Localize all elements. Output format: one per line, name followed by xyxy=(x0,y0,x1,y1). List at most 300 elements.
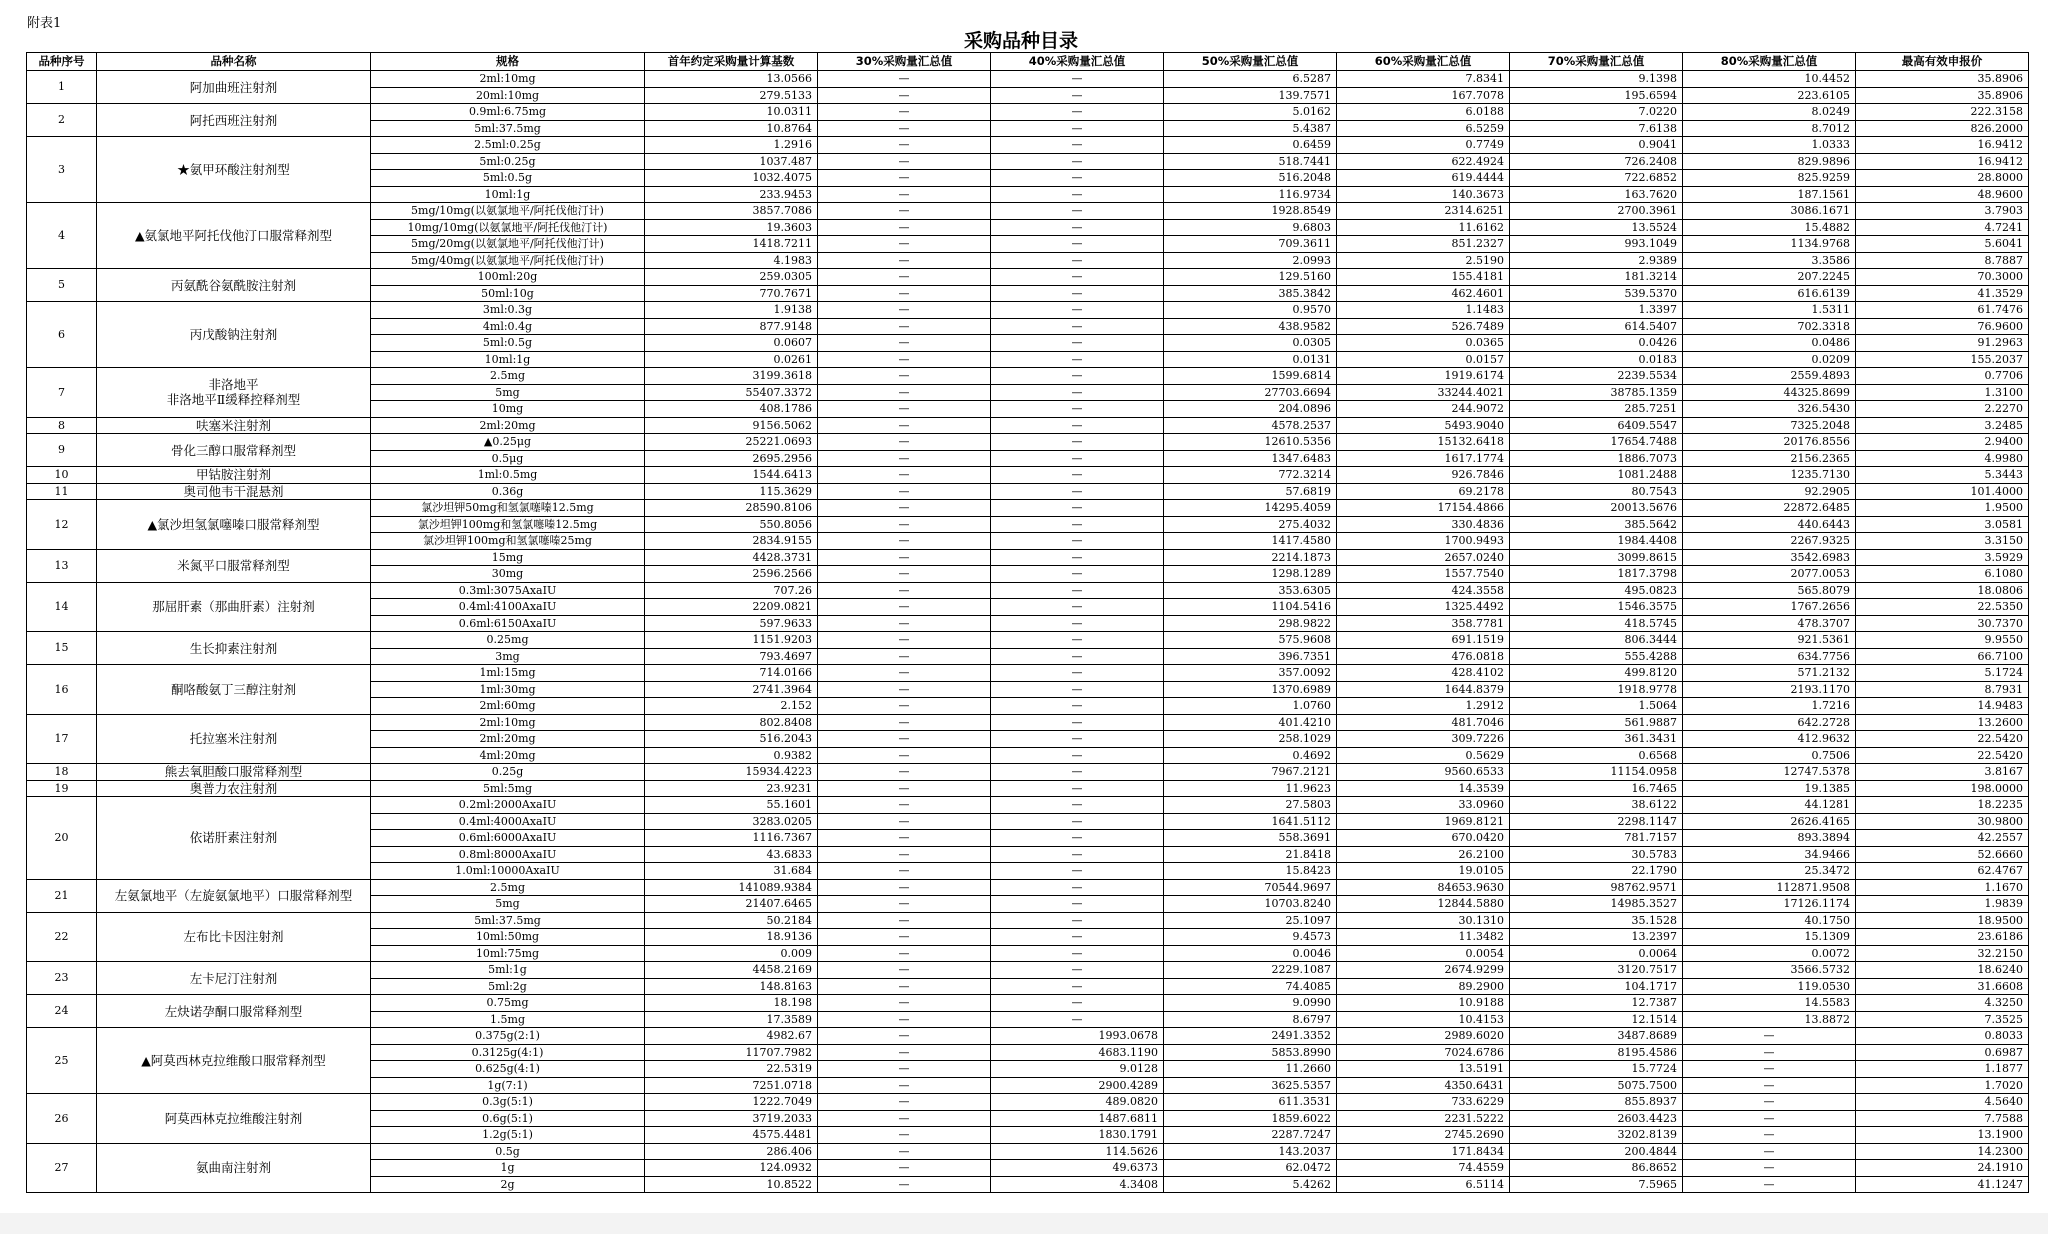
value-cell: 2077.0053 xyxy=(1683,566,1856,583)
value-cell: 401.4210 xyxy=(1164,714,1337,731)
value-cell: 35.1528 xyxy=(1510,912,1683,929)
value-cell: 722.6852 xyxy=(1510,170,1683,187)
empty-value-cell: — xyxy=(991,879,1164,896)
value-cell: 28590.8106 xyxy=(645,500,818,517)
value-cell: 330.4836 xyxy=(1337,516,1510,533)
header-cell: 60%采购量汇总值 xyxy=(1337,53,1510,71)
value-cell: 207.2245 xyxy=(1683,269,1856,286)
value-cell: 9.6803 xyxy=(1164,219,1337,236)
value-cell: 893.3894 xyxy=(1683,830,1856,847)
value-cell: 11.6162 xyxy=(1337,219,1510,236)
spec-cell: 10ml:75mg xyxy=(371,945,645,962)
value-cell: 12747.5378 xyxy=(1683,764,1856,781)
value-cell: 385.3842 xyxy=(1164,285,1337,302)
value-cell: 3.7903 xyxy=(1856,203,2029,220)
value-cell: 1.5311 xyxy=(1683,302,1856,319)
empty-value-cell: — xyxy=(818,1143,991,1160)
empty-value-cell: — xyxy=(991,599,1164,616)
value-cell: 770.7671 xyxy=(645,285,818,302)
spec-cell: 0.25g xyxy=(371,764,645,781)
value-cell: 462.4601 xyxy=(1337,285,1510,302)
value-cell: 5.0162 xyxy=(1164,104,1337,121)
item-number-cell: 15 xyxy=(27,632,97,665)
value-cell: 1.9839 xyxy=(1856,896,2029,913)
value-cell: 10.0311 xyxy=(645,104,818,121)
table-row xyxy=(27,417,2029,434)
item-number-cell: 8 xyxy=(27,417,97,434)
value-cell: 24.1910 xyxy=(1856,1160,2029,1177)
value-cell: 0.0157 xyxy=(1337,351,1510,368)
value-cell: 691.1519 xyxy=(1337,632,1510,649)
value-cell: 222.3158 xyxy=(1856,104,2029,121)
value-cell: 40.1750 xyxy=(1683,912,1856,929)
value-cell: 0.0064 xyxy=(1510,945,1683,962)
item-name-cell: 骨化三醇口服常释剂型 xyxy=(97,434,371,467)
spec-cell: 10ml:1g xyxy=(371,186,645,203)
empty-value-cell: — xyxy=(991,153,1164,170)
value-cell: 0.9041 xyxy=(1510,137,1683,154)
empty-value-cell: — xyxy=(1683,1077,1856,1094)
value-cell: 1.3100 xyxy=(1856,384,2029,401)
value-cell: 1919.6174 xyxy=(1337,368,1510,385)
value-cell: 15.1309 xyxy=(1683,929,1856,946)
empty-value-cell: — xyxy=(991,269,1164,286)
value-cell: 17654.7488 xyxy=(1510,434,1683,451)
value-cell: 148.8163 xyxy=(645,978,818,995)
empty-value-cell: — xyxy=(818,137,991,154)
value-cell: 30.9800 xyxy=(1856,813,2029,830)
spec-cell: 氯沙坦钾100mg和氢氯噻嗪25mg xyxy=(371,533,645,550)
empty-value-cell: — xyxy=(818,368,991,385)
item-number-cell: 24 xyxy=(27,995,97,1028)
spec-cell: 4ml:0.4g xyxy=(371,318,645,335)
empty-value-cell: — xyxy=(991,566,1164,583)
value-cell: 1700.9493 xyxy=(1337,533,1510,550)
value-cell: 41.3529 xyxy=(1856,285,2029,302)
empty-value-cell: — xyxy=(818,1160,991,1177)
empty-value-cell: — xyxy=(818,87,991,104)
value-cell: 361.3431 xyxy=(1510,731,1683,748)
value-cell: 1.1483 xyxy=(1337,302,1510,319)
value-cell: 69.2178 xyxy=(1337,483,1510,500)
value-cell: 0.0183 xyxy=(1510,351,1683,368)
item-number-cell: 21 xyxy=(27,879,97,912)
value-cell: 1116.7367 xyxy=(645,830,818,847)
value-cell: 98762.9571 xyxy=(1510,879,1683,896)
empty-value-cell: — xyxy=(991,417,1164,434)
table-row xyxy=(27,302,2029,319)
value-cell: 5493.9040 xyxy=(1337,417,1510,434)
value-cell: 13.0566 xyxy=(645,71,818,88)
value-cell: 8.7931 xyxy=(1856,681,2029,698)
header-cell: 70%采购量汇总值 xyxy=(1510,53,1683,71)
value-cell: 550.8056 xyxy=(645,516,818,533)
spec-cell: 5ml:0.5g xyxy=(371,170,645,187)
value-cell: 25.1097 xyxy=(1164,912,1337,929)
value-cell: 571.2132 xyxy=(1683,665,1856,682)
value-cell: 5.4387 xyxy=(1164,120,1337,137)
value-cell: 44.1281 xyxy=(1683,797,1856,814)
empty-value-cell: — xyxy=(991,764,1164,781)
spec-cell: 2.5mg xyxy=(371,879,645,896)
value-cell: 19.3603 xyxy=(645,219,818,236)
spec-cell: 0.36g xyxy=(371,483,645,500)
value-cell: 0.7506 xyxy=(1683,747,1856,764)
value-cell: 42.2557 xyxy=(1856,830,2029,847)
value-cell: 4578.2537 xyxy=(1164,417,1337,434)
item-name-cell: 丙戊酸钠注射剂 xyxy=(97,302,371,368)
value-cell: 2741.3964 xyxy=(645,681,818,698)
value-cell: 478.3707 xyxy=(1683,615,1856,632)
empty-value-cell: — xyxy=(818,1061,991,1078)
spec-cell: 2ml:20mg xyxy=(371,417,645,434)
value-cell: 8.7012 xyxy=(1683,120,1856,137)
spec-cell: 5mg/40mg(以氨氯地平/阿托伐他汀计) xyxy=(371,252,645,269)
value-cell: 30.7370 xyxy=(1856,615,2029,632)
value-cell: 12844.5880 xyxy=(1337,896,1510,913)
empty-value-cell: — xyxy=(818,302,991,319)
item-number-cell: 25 xyxy=(27,1028,97,1094)
value-cell: 851.2327 xyxy=(1337,236,1510,253)
empty-value-cell: — xyxy=(991,87,1164,104)
value-cell: 1.0333 xyxy=(1683,137,1856,154)
empty-value-cell: — xyxy=(818,120,991,137)
value-cell: 74.4085 xyxy=(1164,978,1337,995)
value-cell: 167.7078 xyxy=(1337,87,1510,104)
empty-value-cell: — xyxy=(818,879,991,896)
value-cell: 12610.5356 xyxy=(1164,434,1337,451)
value-cell: 7967.2121 xyxy=(1164,764,1337,781)
value-cell: 18.6240 xyxy=(1856,962,2029,979)
value-cell: 14.9483 xyxy=(1856,698,2029,715)
empty-value-cell: — xyxy=(818,153,991,170)
spec-cell: 1ml:30mg xyxy=(371,681,645,698)
value-cell: 396.7351 xyxy=(1164,648,1337,665)
value-cell: 7.6138 xyxy=(1510,120,1683,137)
spec-cell: 氯沙坦钾100mg和氢氯噻嗪12.5mg xyxy=(371,516,645,533)
spec-cell: 0.25mg xyxy=(371,632,645,649)
value-cell: 15.4882 xyxy=(1683,219,1856,236)
item-name-cell: 奥司他韦干混悬剂 xyxy=(97,483,371,500)
empty-value-cell: — xyxy=(818,351,991,368)
empty-value-cell: — xyxy=(991,945,1164,962)
empty-value-cell: — xyxy=(991,104,1164,121)
value-cell: 115.3629 xyxy=(645,483,818,500)
value-cell: 18.9136 xyxy=(645,929,818,946)
value-cell: 781.7157 xyxy=(1510,830,1683,847)
empty-value-cell: — xyxy=(991,401,1164,418)
empty-value-cell: — xyxy=(991,483,1164,500)
empty-value-cell: — xyxy=(818,186,991,203)
spec-cell: 20ml:10mg xyxy=(371,87,645,104)
value-cell: 0.8033 xyxy=(1856,1028,2029,1045)
value-cell: 13.8872 xyxy=(1683,1011,1856,1028)
value-cell: 16.9412 xyxy=(1856,137,2029,154)
empty-value-cell: — xyxy=(991,467,1164,484)
value-cell: 35.8906 xyxy=(1856,87,2029,104)
value-cell: 1235.7130 xyxy=(1683,467,1856,484)
empty-value-cell: — xyxy=(818,648,991,665)
empty-value-cell: — xyxy=(991,648,1164,665)
value-cell: 412.9632 xyxy=(1683,731,1856,748)
empty-value-cell: — xyxy=(991,813,1164,830)
item-number-cell: 2 xyxy=(27,104,97,137)
value-cell: 129.5160 xyxy=(1164,269,1337,286)
empty-value-cell: — xyxy=(818,896,991,913)
item-number-cell: 14 xyxy=(27,582,97,632)
spec-cell: 2ml:10mg xyxy=(371,71,645,88)
spec-cell: 0.4ml:4100AxaIU xyxy=(371,599,645,616)
empty-value-cell: — xyxy=(818,219,991,236)
spec-cell: 3ml:0.3g xyxy=(371,302,645,319)
item-name-cell: 生长抑素注射剂 xyxy=(97,632,371,665)
empty-value-cell: — xyxy=(818,170,991,187)
value-cell: 1418.7211 xyxy=(645,236,818,253)
value-cell: 259.0305 xyxy=(645,269,818,286)
value-cell: 1037.487 xyxy=(645,153,818,170)
value-cell: 709.3611 xyxy=(1164,236,1337,253)
spec-cell: 0.8ml:8000AxaIU xyxy=(371,846,645,863)
spec-cell: 100ml:20g xyxy=(371,269,645,286)
table-row xyxy=(27,71,2029,88)
value-cell: 1134.9768 xyxy=(1683,236,1856,253)
empty-value-cell: — xyxy=(818,335,991,352)
value-cell: 198.0000 xyxy=(1856,780,2029,797)
value-cell: 11.3482 xyxy=(1337,929,1510,946)
value-cell: 244.9072 xyxy=(1337,401,1510,418)
value-cell: 597.9633 xyxy=(645,615,818,632)
value-cell: 428.4102 xyxy=(1337,665,1510,682)
item-number-cell: 4 xyxy=(27,203,97,269)
spec-cell: 5ml:37.5mg xyxy=(371,912,645,929)
item-number-cell: 20 xyxy=(27,797,97,880)
value-cell: 275.4032 xyxy=(1164,516,1337,533)
value-cell: 526.7489 xyxy=(1337,318,1510,335)
empty-value-cell: — xyxy=(991,318,1164,335)
value-cell: 1557.7540 xyxy=(1337,566,1510,583)
value-cell: 4.1983 xyxy=(645,252,818,269)
value-cell: 9560.6533 xyxy=(1337,764,1510,781)
value-cell: 575.9608 xyxy=(1164,632,1337,649)
value-cell: 1830.1791 xyxy=(991,1127,1164,1144)
value-cell: 4575.4481 xyxy=(645,1127,818,1144)
value-cell: 2745.2690 xyxy=(1337,1127,1510,1144)
value-cell: 408.1786 xyxy=(645,401,818,418)
value-cell: 926.7846 xyxy=(1337,467,1510,484)
value-cell: 806.3444 xyxy=(1510,632,1683,649)
empty-value-cell: — xyxy=(818,665,991,682)
spec-cell: 0.75mg xyxy=(371,995,645,1012)
value-cell: 2231.5222 xyxy=(1337,1110,1510,1127)
value-cell: 80.7543 xyxy=(1510,483,1683,500)
value-cell: 3625.5357 xyxy=(1164,1077,1337,1094)
item-name-cell: 熊去氧胆酸口服常释剂型 xyxy=(97,764,371,781)
value-cell: 18.0806 xyxy=(1856,582,2029,599)
value-cell: 70544.9697 xyxy=(1164,879,1337,896)
value-cell: 17.3589 xyxy=(645,1011,818,1028)
value-cell: 499.8120 xyxy=(1510,665,1683,682)
value-cell: 4.7241 xyxy=(1856,219,2029,236)
spec-cell: 0.2ml:2000AxaIU xyxy=(371,797,645,814)
spec-cell: 1.2g(5:1) xyxy=(371,1127,645,1144)
empty-value-cell: — xyxy=(818,582,991,599)
empty-value-cell: — xyxy=(991,896,1164,913)
empty-value-cell: — xyxy=(991,747,1164,764)
value-cell: 1.1670 xyxy=(1856,879,2029,896)
spec-cell: 30mg xyxy=(371,566,645,583)
value-cell: 616.6139 xyxy=(1683,285,1856,302)
spec-cell: 2ml:60mg xyxy=(371,698,645,715)
value-cell: 1222.7049 xyxy=(645,1094,818,1111)
empty-value-cell: — xyxy=(818,549,991,566)
value-cell: 32.2150 xyxy=(1856,945,2029,962)
value-cell: 1.3397 xyxy=(1510,302,1683,319)
value-cell: 6.0188 xyxy=(1337,104,1510,121)
value-cell: 6.1080 xyxy=(1856,566,2029,583)
value-cell: 993.1049 xyxy=(1510,236,1683,253)
spec-cell: 15mg xyxy=(371,549,645,566)
spec-cell: 0.5g xyxy=(371,1143,645,1160)
value-cell: 418.5745 xyxy=(1510,615,1683,632)
empty-value-cell: — xyxy=(991,978,1164,995)
spec-cell: 50ml:10g xyxy=(371,285,645,302)
empty-value-cell: — xyxy=(818,846,991,863)
empty-value-cell: — xyxy=(991,384,1164,401)
item-name-cell: 左氨氯地平（左旋氨氯地平）口服常释剂型 xyxy=(97,879,371,912)
value-cell: 15934.4223 xyxy=(645,764,818,781)
value-cell: 1969.8121 xyxy=(1337,813,1510,830)
item-name-cell: ▲氨氯地平阿托伐他汀口服常释剂型 xyxy=(97,203,371,269)
value-cell: 0.0305 xyxy=(1164,335,1337,352)
value-cell: 1032.4075 xyxy=(645,170,818,187)
value-cell: 5.6041 xyxy=(1856,236,2029,253)
empty-value-cell: — xyxy=(991,170,1164,187)
empty-value-cell: — xyxy=(991,186,1164,203)
empty-value-cell: — xyxy=(1683,1143,1856,1160)
value-cell: 26.2100 xyxy=(1337,846,1510,863)
item-name-cell: 氨曲南注射剂 xyxy=(97,1143,371,1193)
empty-value-cell: — xyxy=(818,269,991,286)
value-cell: 200.4844 xyxy=(1510,1143,1683,1160)
empty-value-cell: — xyxy=(991,698,1164,715)
table-row xyxy=(27,714,2029,731)
value-cell: 1298.1289 xyxy=(1164,566,1337,583)
value-cell: 3.0581 xyxy=(1856,516,2029,533)
empty-value-cell: — xyxy=(991,335,1164,352)
value-cell: 0.0261 xyxy=(645,351,818,368)
empty-value-cell: — xyxy=(818,780,991,797)
value-cell: 61.7476 xyxy=(1856,302,2029,319)
value-cell: 7251.0718 xyxy=(645,1077,818,1094)
spec-cell: 1.0ml:10000AxaIU xyxy=(371,863,645,880)
value-cell: 1.9138 xyxy=(645,302,818,319)
empty-value-cell: — xyxy=(818,863,991,880)
value-cell: 0.9570 xyxy=(1164,302,1337,319)
value-cell: 2674.9299 xyxy=(1337,962,1510,979)
table-row xyxy=(27,483,2029,500)
table-row xyxy=(27,665,2029,682)
empty-value-cell: — xyxy=(1683,1176,1856,1193)
value-cell: 772.3214 xyxy=(1164,467,1337,484)
empty-value-cell: — xyxy=(1683,1094,1856,1111)
table-row xyxy=(27,467,2029,484)
empty-value-cell: — xyxy=(991,830,1164,847)
value-cell: 3.3150 xyxy=(1856,533,2029,550)
value-cell: 1617.1774 xyxy=(1337,450,1510,467)
table-row xyxy=(27,797,2029,814)
value-cell: 5.1724 xyxy=(1856,665,2029,682)
empty-value-cell: — xyxy=(991,285,1164,302)
value-cell: 3.5929 xyxy=(1856,549,2029,566)
empty-value-cell: — xyxy=(818,797,991,814)
value-cell: 20176.8556 xyxy=(1683,434,1856,451)
value-cell: 7325.2048 xyxy=(1683,417,1856,434)
empty-value-cell: — xyxy=(818,318,991,335)
item-name-cell: 酮咯酸氨丁三醇注射剂 xyxy=(97,665,371,715)
empty-value-cell: — xyxy=(818,434,991,451)
value-cell: 3.2485 xyxy=(1856,417,2029,434)
empty-value-cell: — xyxy=(991,681,1164,698)
value-cell: 1984.4408 xyxy=(1510,533,1683,550)
value-cell: 3099.8615 xyxy=(1510,549,1683,566)
empty-value-cell: — xyxy=(818,467,991,484)
value-cell: 57.6819 xyxy=(1164,483,1337,500)
value-cell: 2298.1147 xyxy=(1510,813,1683,830)
empty-value-cell: — xyxy=(818,1077,991,1094)
value-cell: 440.6443 xyxy=(1683,516,1856,533)
item-number-cell: 18 xyxy=(27,764,97,781)
value-cell: 119.0530 xyxy=(1683,978,1856,995)
value-cell: 8195.4586 xyxy=(1510,1044,1683,1061)
value-cell: 561.9887 xyxy=(1510,714,1683,731)
spec-cell: 2.5ml:0.25g xyxy=(371,137,645,154)
item-number-cell: 23 xyxy=(27,962,97,995)
value-cell: 2156.2365 xyxy=(1683,450,1856,467)
empty-value-cell: — xyxy=(991,533,1164,550)
value-cell: 0.0054 xyxy=(1337,945,1510,962)
value-cell: 385.5642 xyxy=(1510,516,1683,533)
value-cell: 33244.4021 xyxy=(1337,384,1510,401)
value-cell: 2695.2956 xyxy=(645,450,818,467)
value-cell: 829.9896 xyxy=(1683,153,1856,170)
value-cell: 181.3214 xyxy=(1510,269,1683,286)
value-cell: 66.7100 xyxy=(1856,648,2029,665)
item-name-cell: 呋塞米注射剂 xyxy=(97,417,371,434)
table-row xyxy=(27,632,2029,649)
value-cell: 0.5629 xyxy=(1337,747,1510,764)
value-cell: 155.2037 xyxy=(1856,351,2029,368)
empty-value-cell: — xyxy=(991,665,1164,682)
value-cell: 28.8000 xyxy=(1856,170,2029,187)
value-cell: 1325.4492 xyxy=(1337,599,1510,616)
empty-value-cell: — xyxy=(991,863,1164,880)
empty-value-cell: — xyxy=(991,252,1164,269)
empty-value-cell: — xyxy=(991,219,1164,236)
item-number-cell: 6 xyxy=(27,302,97,368)
empty-value-cell: — xyxy=(1683,1160,1856,1177)
value-cell: 357.0092 xyxy=(1164,665,1337,682)
value-cell: 6.5287 xyxy=(1164,71,1337,88)
header-row xyxy=(27,53,2029,71)
spec-cell: 10mg/10mg(以氨氯地平/阿托伐他汀计) xyxy=(371,219,645,236)
item-number-cell: 26 xyxy=(27,1094,97,1144)
item-number-cell: 1 xyxy=(27,71,97,104)
value-cell: 0.6459 xyxy=(1164,137,1337,154)
value-cell: 1644.8379 xyxy=(1337,681,1510,698)
value-cell: 114.5626 xyxy=(991,1143,1164,1160)
value-cell: 1417.4580 xyxy=(1164,533,1337,550)
item-name-cell: ★氨甲环酸注射剂型 xyxy=(97,137,371,203)
